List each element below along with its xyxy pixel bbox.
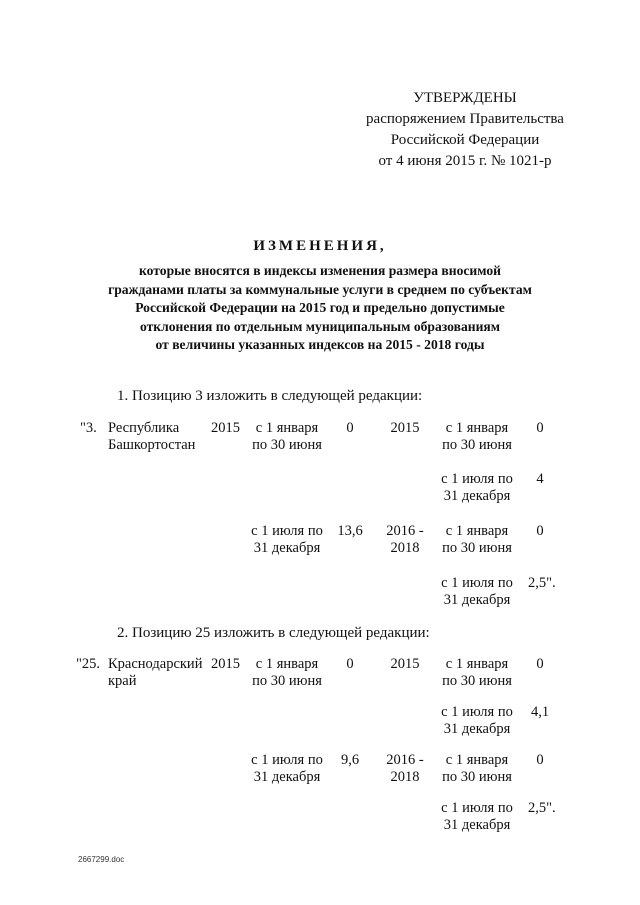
index-value: 13,6 (337, 523, 363, 539)
period-line: с 1 января (445, 420, 509, 436)
period-line: с 1 июля по (251, 752, 323, 768)
deviation-period (432, 752, 522, 786)
approval-date: от 4 июня 2015 г. № 1021-р (378, 153, 552, 169)
period-line: по 30 июня (442, 437, 512, 453)
year-cell: 2015 (390, 420, 420, 436)
year-line: 2018 (390, 540, 420, 556)
year-line: 2018 (390, 769, 420, 785)
deviation-period (432, 523, 522, 557)
document-title: ИЗМЕНЕНИЯ, (253, 238, 387, 254)
deviation-value: 0 (536, 523, 544, 539)
region-line: край (108, 673, 137, 689)
document-subtitle (60, 262, 580, 355)
subtitle-line: отклонения по отдельным муниципальным образованиям (139, 318, 501, 334)
index-value: 9,6 (340, 752, 360, 768)
period-line: с 1 июля по (441, 575, 513, 591)
subtitle-line: Российской Федерации на 2015 год и предельно допустимые (135, 300, 505, 315)
period-line: с 1 июля по (441, 800, 513, 816)
deviation-value: 2,5". (528, 575, 556, 591)
period-line: 31 декабря (443, 488, 511, 504)
deviation-period (432, 575, 522, 609)
period-line: с 1 января (255, 420, 319, 436)
period-line: 31 декабря (443, 721, 511, 737)
amendment-paragraph: 1. Позицию 3 изложить в следующей редакции: (117, 388, 423, 404)
deviation-period (432, 800, 522, 834)
index-value: 0 (346, 656, 354, 672)
period-line: 31 декабря (443, 592, 511, 608)
year-cell: 2015 (390, 656, 420, 672)
deviation-value: 0 (536, 752, 544, 768)
period-line: с 1 июля по (441, 471, 513, 487)
deviation-period (432, 704, 522, 738)
year-range-cell (382, 523, 428, 557)
deviation-value: 2,5". (528, 800, 556, 816)
period-line: с 1 июля по (441, 704, 513, 720)
deviation-value: 4,1 (530, 704, 550, 720)
year-line: 2016 - (386, 523, 424, 539)
period-line: по 30 июня (442, 540, 512, 556)
year-cell: 2015 (211, 656, 240, 672)
region-name (108, 656, 202, 690)
period-line: с 1 января (255, 656, 319, 672)
period-line: с 1 января (445, 656, 509, 672)
period-line: по 30 июня (252, 673, 322, 689)
approval-line: распоряжением Правительства (366, 111, 564, 127)
approval-line: Российской Федерации (390, 132, 540, 148)
period-line: 31 декабря (443, 817, 511, 833)
period-line: по 30 июня (442, 673, 512, 689)
period-line: с 1 июля по (251, 523, 323, 539)
subtitle-line: которые вносятся в индексы изменения размера вносимой (139, 263, 501, 278)
period-cell (244, 420, 330, 454)
year-line: 2016 - (386, 752, 424, 768)
region-name (108, 420, 195, 454)
deviation-value: 0 (536, 656, 544, 672)
deviation-value: 0 (536, 420, 544, 436)
region-line: Краснодарский (108, 656, 203, 672)
subtitle-line: от величины указанных индексов на 2015 - 2018 годы (155, 337, 485, 352)
deviation-period (432, 471, 522, 505)
period-line: по 30 июня (252, 437, 322, 453)
position-number: "25. (76, 656, 101, 672)
period-cell (244, 752, 330, 786)
period-line: с 1 января (445, 523, 509, 539)
deviation-value: 4 (536, 471, 544, 487)
file-name-footer: 2667299.doc (78, 855, 125, 864)
period-line: с 1 января (445, 752, 509, 768)
subtitle-line: гражданами платы за коммунальные услуги в среднем по субъектам (108, 281, 532, 297)
year-cell: 2015 (211, 420, 240, 436)
deviation-period (432, 420, 522, 454)
period-line: 31 декабря (253, 769, 321, 785)
approval-title: УТВЕРЖДЕНЫ (413, 90, 517, 106)
amendment-paragraph: 2. Позицию 25 изложить в следующей редакции: (117, 625, 430, 641)
year-range-cell (382, 752, 428, 786)
period-cell (244, 523, 330, 557)
period-line: по 30 июня (442, 769, 512, 785)
period-cell (244, 656, 330, 690)
region-line: Республика (108, 420, 180, 436)
deviation-period (432, 656, 522, 690)
index-value: 0 (346, 420, 354, 436)
position-number: "3. (80, 420, 97, 436)
region-line: Башкортостан (108, 437, 196, 453)
approval-block (360, 88, 570, 172)
period-line: 31 декабря (253, 540, 321, 556)
